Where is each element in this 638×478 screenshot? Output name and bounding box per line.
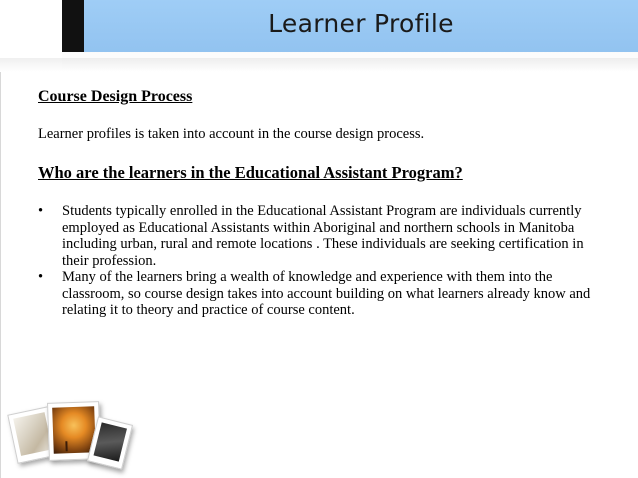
globe-stand-icon xyxy=(65,441,67,451)
header-divider xyxy=(0,58,638,72)
slide-title: Learner Profile xyxy=(268,9,454,38)
section-heading-course-design: Course Design Process xyxy=(38,88,193,105)
list-item-text: Students typically enrolled in the Educational Assistant Program are individuals currently employed as Educational Assistants within Aboriginal and northern schools in Manitoba including urban, rural and remote locations . These individuals are seeking certification in their profession. xyxy=(62,203,584,269)
photo-image xyxy=(94,422,127,461)
header-accent-block xyxy=(62,0,84,52)
slide-content xyxy=(38,88,608,319)
bullet-list xyxy=(38,203,608,319)
list-item-text: Many of the learners bring a wealth of knowledge and experience with them into the classroom, so course design takes into account building on what learners already know and relating it to theory and practice of course content. xyxy=(62,269,591,318)
photo-image xyxy=(52,406,96,453)
list-item xyxy=(38,269,608,319)
intro-text: Learner profiles is taken into account in the course design process. xyxy=(38,126,425,142)
section-heading-learners: Who are the learners in the Educational Assistant Program? xyxy=(38,163,463,182)
bullet-icon: • xyxy=(38,203,44,219)
photo-image xyxy=(13,412,52,456)
photo-collage-decoration xyxy=(0,392,150,478)
bullet-icon: • xyxy=(38,269,44,285)
list-item xyxy=(38,203,608,269)
